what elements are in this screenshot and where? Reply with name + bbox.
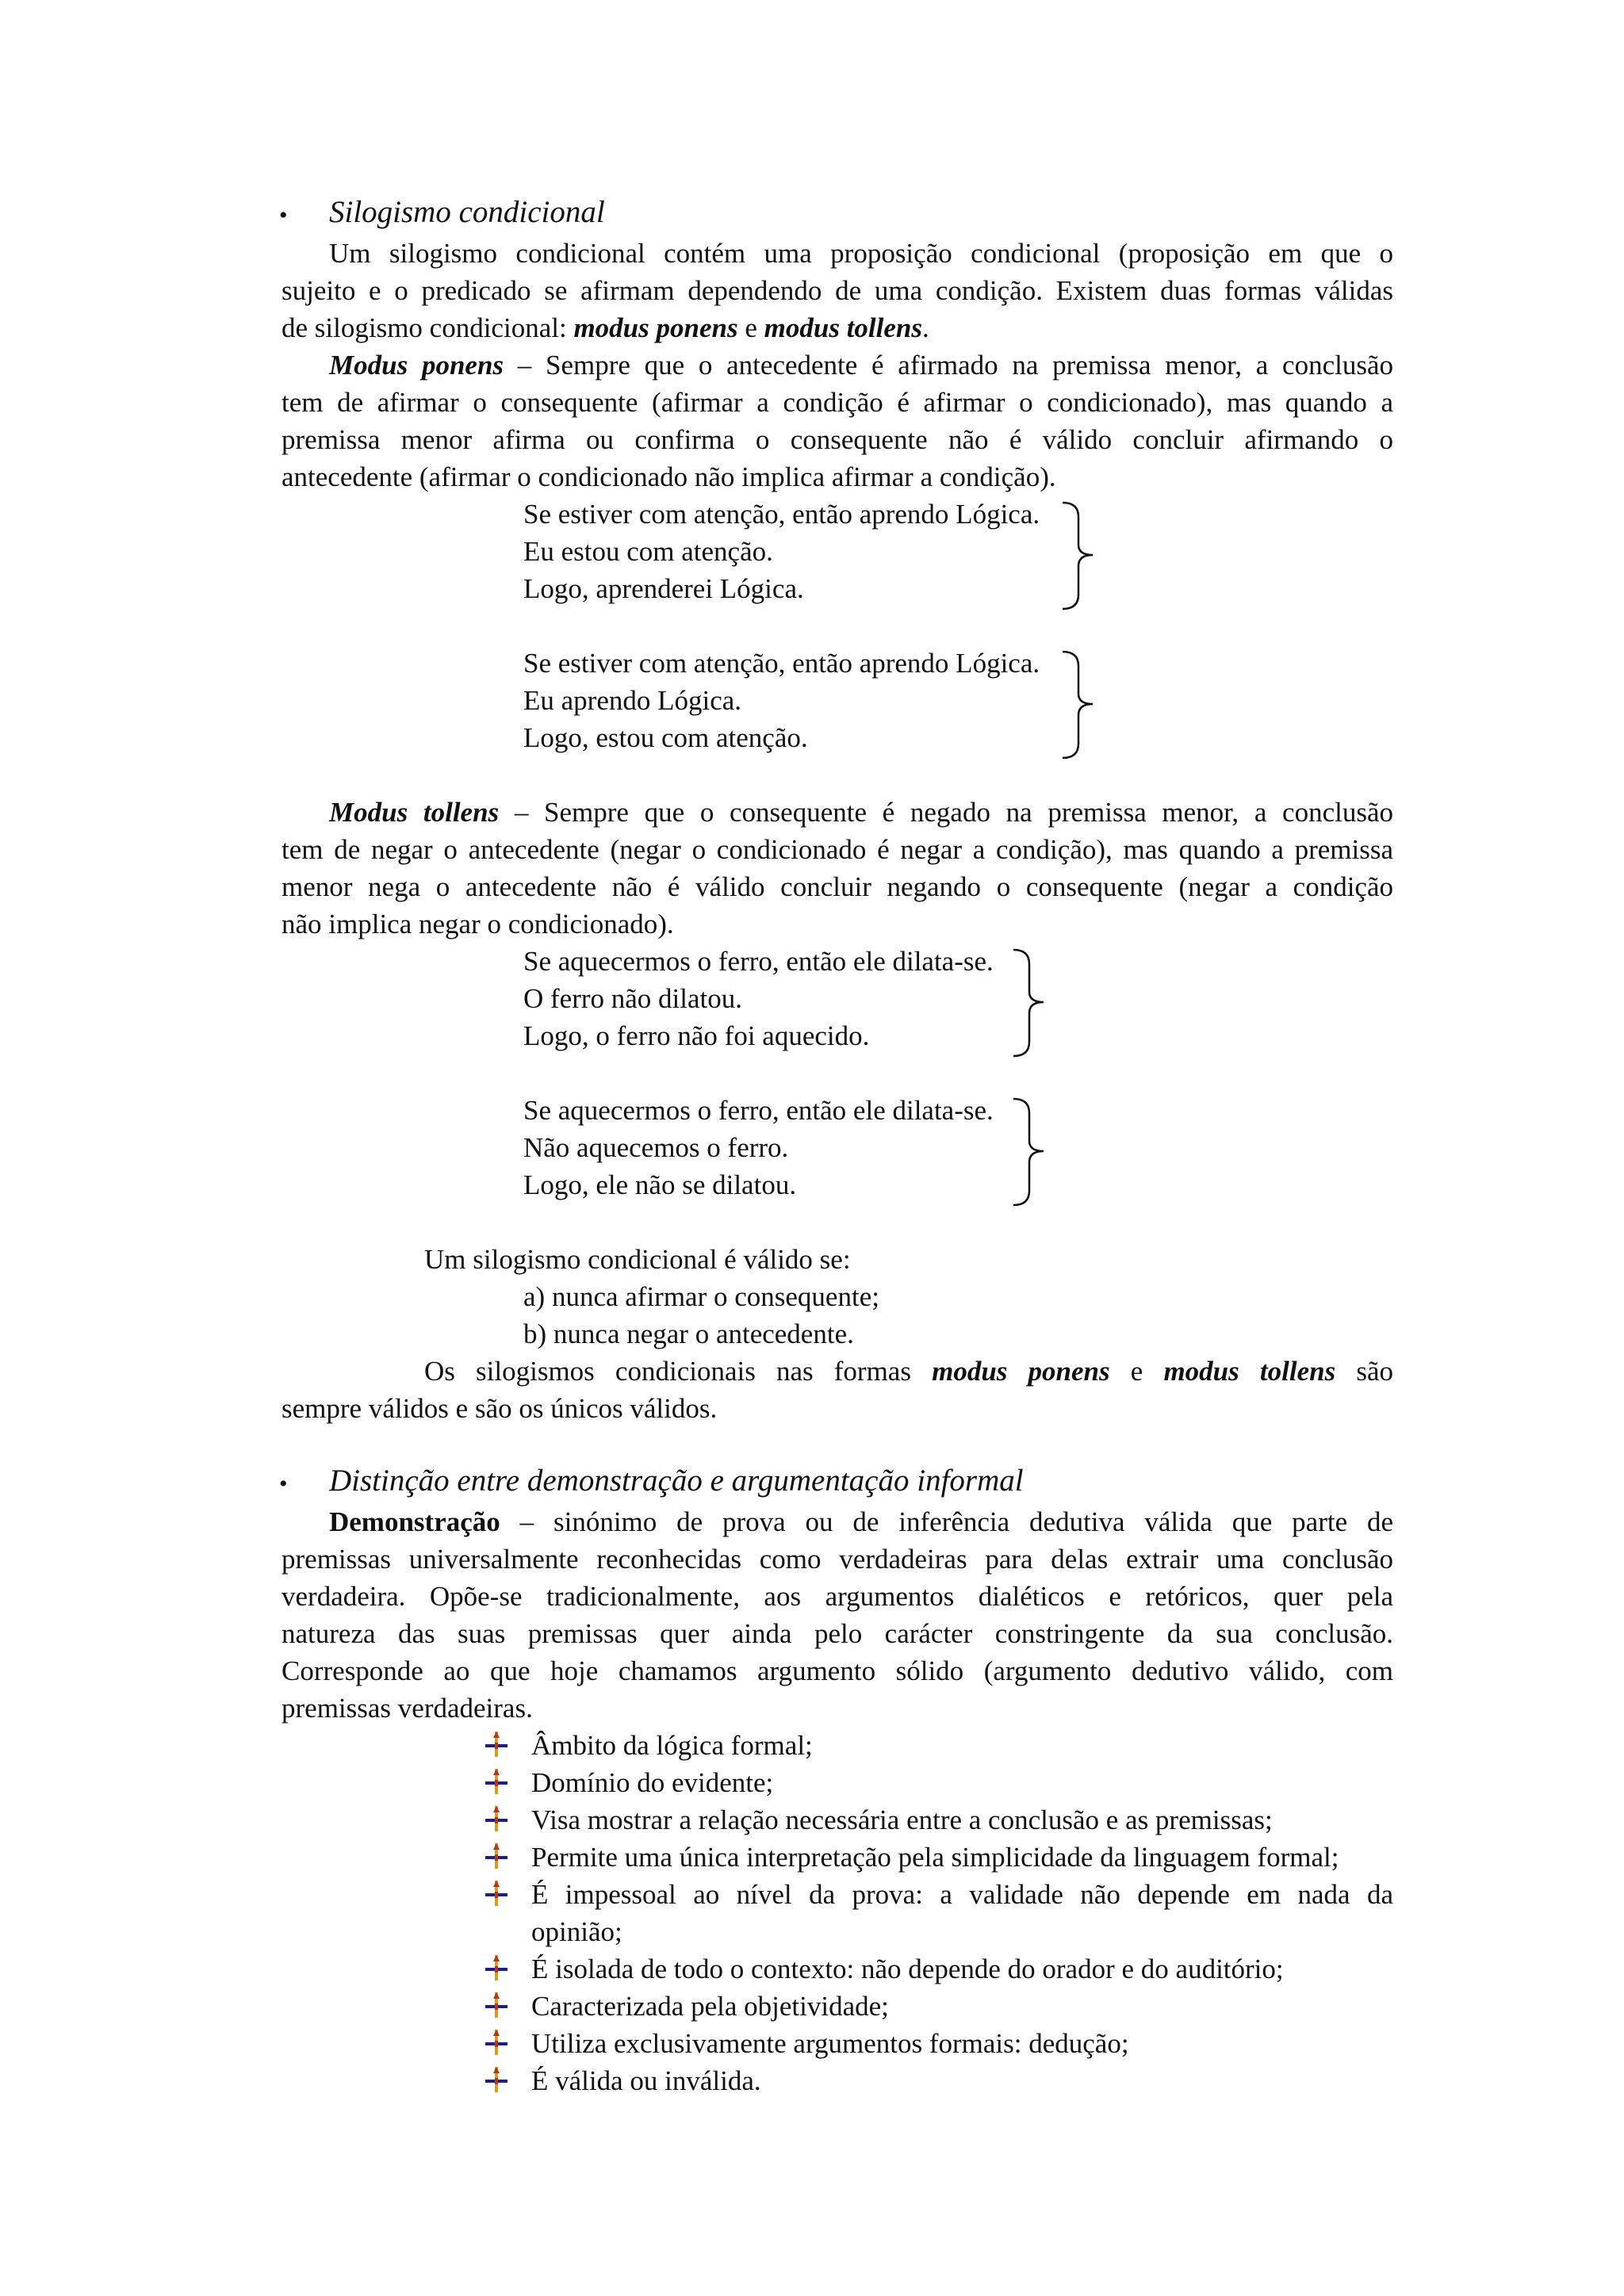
- paragraph-line: [282, 309, 929, 346]
- text: .: [922, 312, 929, 343]
- list-item: opinião;: [531, 1916, 622, 1947]
- cross-arrow-icon: [485, 1992, 508, 2018]
- term-modus-ponens: Modus ponens: [329, 350, 504, 381]
- paragraph-line: natureza das suas premissas quer ainda pelo carácter constringente da sua conclusão.: [282, 1618, 1393, 1649]
- paragraph-line: [424, 1353, 1393, 1390]
- term-modus-tollens: modus tollens: [1163, 1356, 1336, 1387]
- premise-major: Se aquecermos o ferro, então ele dilata-se.: [523, 946, 994, 977]
- section-heading: Distinção entre demonstração e argumentação informal: [329, 1464, 1024, 1498]
- section-heading: Silogismo condicional: [329, 195, 605, 229]
- list-item: Permite uma única interpretação pela simplicidade da linguagem formal;: [531, 1842, 1339, 1873]
- paragraph-line: Corresponde ao que hoje chamamos argumento sólido (argumento dedutivo válido, com: [282, 1655, 1393, 1686]
- cross-arrow-icon: [485, 1955, 508, 1980]
- term-modus-tollens: Modus tollens: [329, 797, 500, 828]
- paragraph-line: verdadeira. Opõe-se tradicionalmente, aos argumentos dialéticos e retóricos, quer pela: [282, 1581, 1393, 1612]
- text: de silogismo condicional:: [282, 312, 574, 343]
- bullet: •: [279, 1471, 288, 1497]
- paragraph-line: tem de afirmar o consequente (afirmar a condição é afirmar o condicionado), mas quando a: [282, 387, 1393, 418]
- paragraph-line: Um silogismo condicional contém uma proposição condicional (proposição em que o: [329, 238, 1393, 269]
- conclusion: Logo, ele não se dilatou.: [523, 1169, 797, 1200]
- paragraph-line: premissas universalmente reconhecidas como verdadeiras para delas extrair uma conclusão: [282, 1544, 1393, 1575]
- premise-major: Se estiver com atenção, então aprendo Lógica.: [523, 499, 1040, 530]
- list-item: É válida ou inválida.: [531, 2065, 761, 2096]
- text: são: [1335, 1356, 1393, 1387]
- right-brace: [1055, 501, 1102, 612]
- cross-arrow-icon: [485, 1732, 508, 1757]
- term-modus-ponens: modus ponens: [932, 1356, 1110, 1387]
- conclusion: Logo, aprenderei Lógica.: [523, 573, 804, 604]
- text: e: [1109, 1356, 1164, 1387]
- paragraph-line: tem de negar o antecedente (negar o condicionado é negar a condição), mas quando a premissa: [282, 834, 1393, 865]
- list-item: Utiliza exclusivamente argumentos formais: dedução;: [531, 2028, 1129, 2059]
- list-item: Domínio do evidente;: [531, 1767, 774, 1798]
- paragraph-line: menor nega o antecedente não é válido concluir negando o consequente (negar a condição: [282, 871, 1393, 902]
- premise-minor: Eu aprendo Lógica.: [523, 685, 742, 716]
- paragraph-line: sujeito e o predicado se afirmam dependendo de uma condição. Existem duas formas válidas: [282, 275, 1393, 306]
- text: – sinónimo de prova ou de inferência dedutiva válida que parte de: [500, 1506, 1393, 1537]
- cross-arrow-icon: [485, 1769, 508, 1794]
- paragraph-line: [329, 346, 1393, 384]
- cross-arrow-icon: [485, 1843, 508, 1869]
- validity-rule: b) nunca negar o antecedente.: [523, 1318, 854, 1349]
- cross-arrow-icon: [485, 2030, 508, 2055]
- term-modus-tollens: modus tollens: [764, 312, 922, 343]
- paragraph-line: premissa menor afirma ou confirma o consequente não é válido concluir afirmando o: [282, 424, 1393, 455]
- text: Os silogismos condicionais nas formas: [424, 1356, 933, 1387]
- list-item: É impessoal ao nível da prova: a validade não depende em nada da: [531, 1879, 1393, 1910]
- paragraph-line: [329, 1503, 1393, 1540]
- text: – Sempre que o antecedente é afirmado na premissa menor, a conclusão: [504, 350, 1393, 381]
- conclusion: Logo, o ferro não foi aquecido.: [523, 1020, 870, 1051]
- text: – Sempre que o consequente é negado na premissa menor, a conclusão: [499, 797, 1394, 828]
- validity-rule: a) nunca afirmar o consequente;: [523, 1281, 879, 1312]
- list-item: Visa mostrar a relação necessária entre a conclusão e as premissas;: [531, 1804, 1273, 1835]
- validity-intro: Um silogismo condicional é válido se:: [424, 1244, 851, 1275]
- paragraph-line: sempre válidos e são os únicos válidos.: [282, 1393, 718, 1424]
- paragraph-line: não implica negar o condicionado).: [282, 909, 674, 939]
- cross-arrow-icon: [485, 1881, 508, 1906]
- premise-minor: O ferro não dilatou.: [523, 983, 743, 1014]
- cross-arrow-icon: [485, 1806, 508, 1831]
- bullet: •: [279, 202, 288, 228]
- list-item: Âmbito da lógica formal;: [531, 1730, 813, 1761]
- premise-major: Se estiver com atenção, então aprendo Lógica.: [523, 648, 1040, 679]
- cross-arrow-icon: [485, 2067, 508, 2092]
- text: e: [737, 312, 764, 343]
- paragraph-line: premissas verdadeiras.: [282, 1693, 533, 1724]
- paragraph-line: antecedente (afirmar o condicionado não implica afirmar a condição).: [282, 461, 1056, 492]
- list-item: Caracterizada pela objetividade;: [531, 1991, 889, 2022]
- paragraph-line: [329, 794, 1393, 831]
- premise-major: Se aquecermos o ferro, então ele dilata-se.: [523, 1095, 994, 1126]
- right-brace: [1055, 650, 1102, 761]
- list-item: É isolada de todo o contexto: não depende do orador e do auditório;: [531, 1954, 1284, 1984]
- premise-minor: Eu estou com atenção.: [523, 536, 773, 567]
- right-brace: [1005, 948, 1053, 1059]
- term-demonstracao: Demonstração: [329, 1506, 500, 1537]
- term-modus-ponens: modus ponens: [573, 312, 738, 343]
- premise-minor: Não aquecemos o ferro.: [523, 1132, 789, 1163]
- conclusion: Logo, estou com atenção.: [523, 722, 808, 753]
- right-brace: [1005, 1097, 1053, 1208]
